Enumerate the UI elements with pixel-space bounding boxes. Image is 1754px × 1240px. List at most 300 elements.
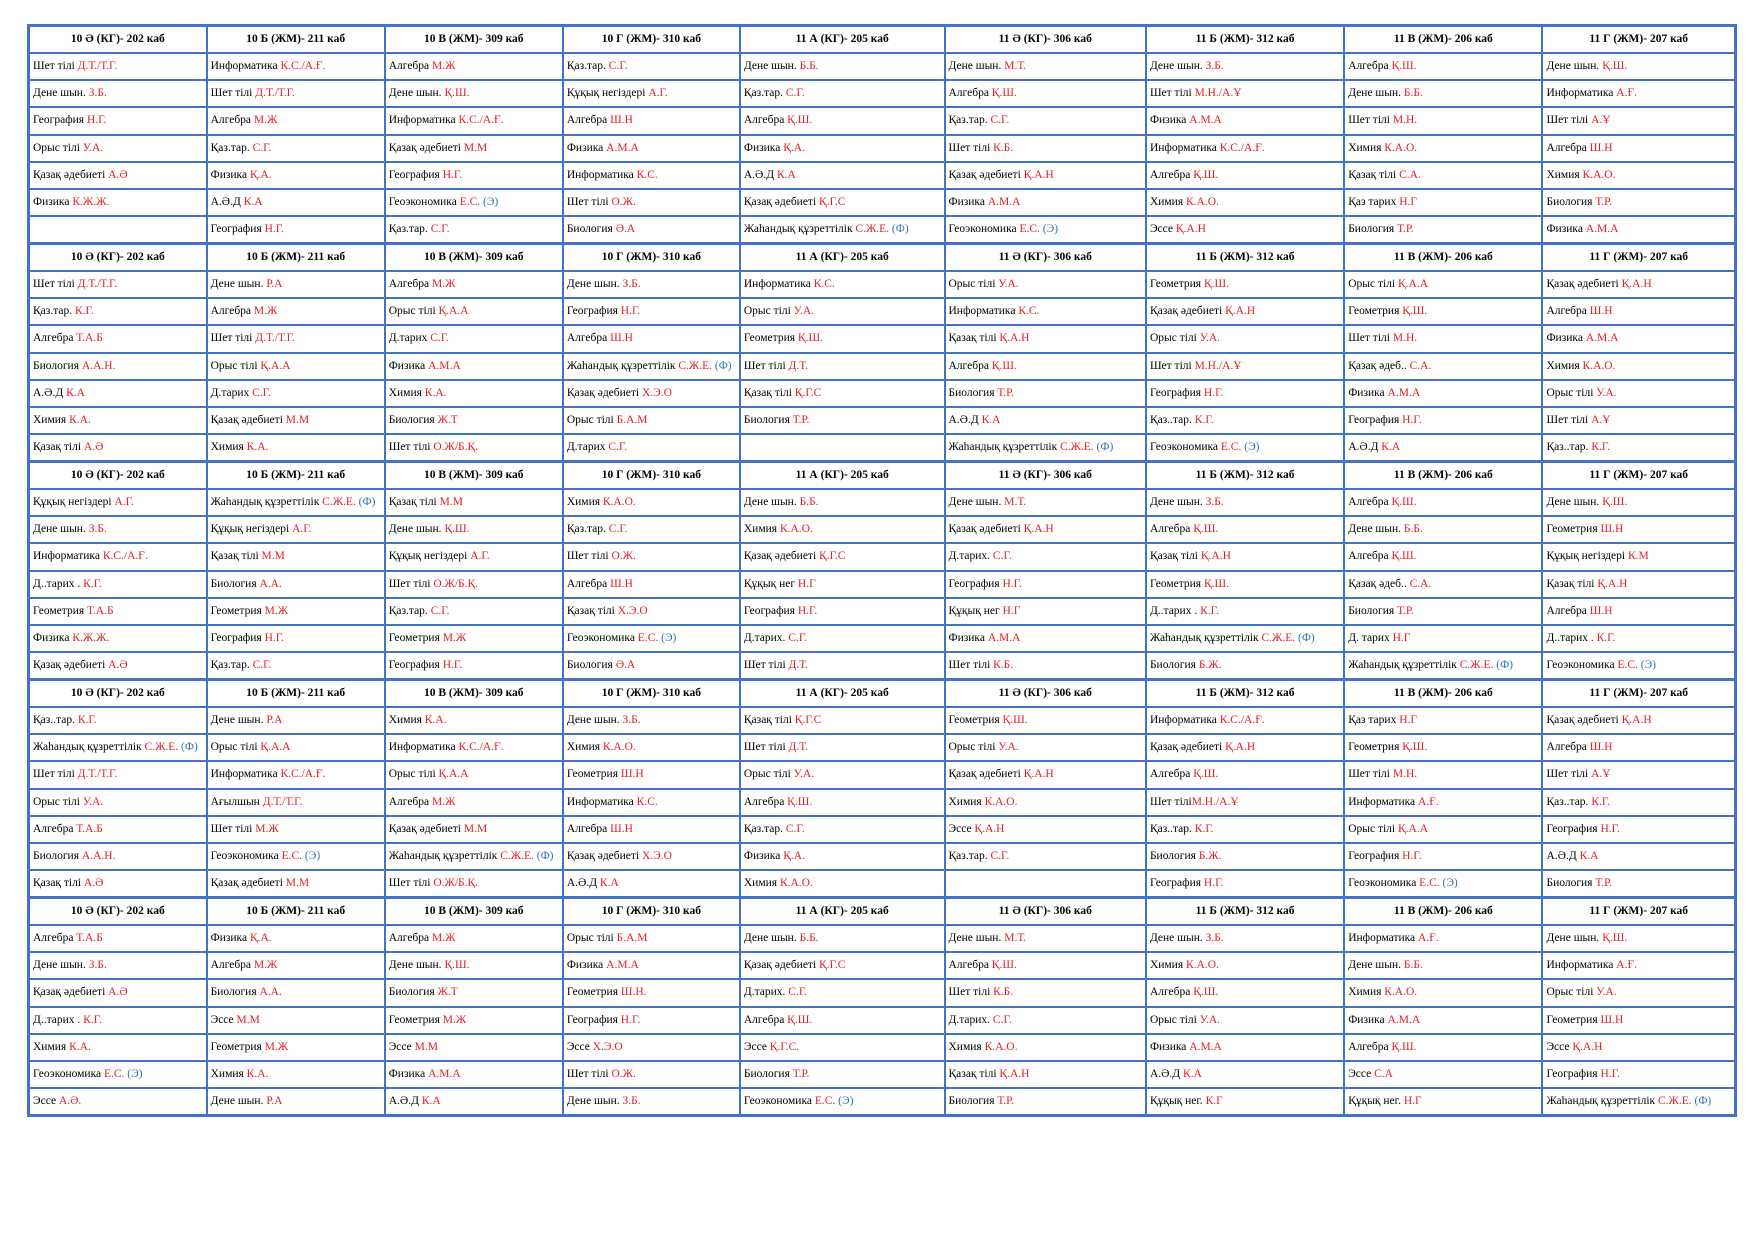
subject-name: Физика — [1348, 386, 1388, 399]
subject-name: Қаз..тар. — [1149, 822, 1195, 835]
group-suffix: (Ф) — [1093, 440, 1114, 453]
subject-name: А.Ә.Д — [33, 386, 67, 399]
teacher-initials: А.М.А — [1585, 222, 1619, 235]
subject-name: Шет тілі — [388, 440, 434, 453]
lesson-cell — [1146, 707, 1344, 734]
lesson-cell — [945, 598, 1146, 625]
teacher-initials: Н.Г. — [264, 222, 284, 235]
lesson-cell — [29, 189, 207, 216]
lesson-cell — [29, 162, 207, 189]
subject-name: Қазақ әдебиеті — [743, 550, 820, 563]
lesson-cell — [207, 625, 385, 652]
teacher-initials: М.Ж — [264, 604, 289, 617]
subject-name: Д..тарих . — [1149, 604, 1201, 617]
teacher-initials: М.Т. — [1004, 60, 1027, 73]
teacher-initials: Қ.А.Н — [1023, 768, 1054, 781]
lesson-cell — [1542, 489, 1735, 516]
lesson-cell — [945, 625, 1146, 652]
teacher-initials: К.С. — [636, 168, 658, 181]
teacher-initials: Қ.Ш. — [787, 795, 813, 808]
teacher-initials: Қ.А.А — [1398, 278, 1429, 291]
teacher-initials: Н.Г. — [1600, 822, 1620, 835]
subject-name: Алгебра — [743, 114, 788, 127]
lesson-cell — [1542, 761, 1735, 788]
teacher-initials: Б.Б. — [1403, 959, 1423, 972]
lesson-cell — [1146, 516, 1344, 543]
lesson-cell — [1344, 952, 1542, 979]
subject-name: Геометрия — [566, 986, 621, 999]
lesson-cell — [207, 598, 385, 625]
teacher-initials: Б.Б. — [799, 932, 819, 945]
subject-name: Шет тілі — [210, 822, 256, 835]
teacher-initials: А.М.А — [987, 631, 1021, 644]
lesson-cell — [945, 1034, 1146, 1061]
subject-name: Биология — [1348, 222, 1398, 235]
subject-name: Алгебра — [1546, 604, 1590, 617]
subject-name: Химия — [743, 523, 780, 536]
teacher-initials: Н.Г. — [1203, 386, 1224, 399]
lesson-row — [29, 135, 1736, 162]
subject-name: Химия — [210, 1067, 247, 1080]
lesson-cell — [1542, 952, 1735, 979]
lesson-cell — [1146, 53, 1344, 80]
group-suffix: (Э) — [835, 1094, 854, 1107]
lesson-cell — [1542, 707, 1735, 734]
class-header-cell: 10 Г (ЖМ)- 310 каб — [563, 26, 740, 54]
subject-name: Орыс тілі — [743, 768, 794, 781]
subject-name: Дене шын. — [1149, 60, 1206, 73]
lesson-cell — [29, 298, 207, 325]
subject-name: Алгебра — [33, 822, 77, 835]
lesson-cell — [740, 353, 945, 380]
lesson-cell — [563, 407, 740, 434]
group-suffix: (Ф) — [533, 849, 554, 862]
lesson-cell — [1344, 135, 1542, 162]
group-suffix: (Ф) — [1493, 658, 1513, 671]
subject-name: Эссе — [1149, 222, 1176, 235]
teacher-initials: Е.С. — [103, 1067, 125, 1080]
teacher-initials: Қ.Ш. — [797, 332, 823, 345]
teacher-initials: А.Г. — [648, 87, 668, 100]
teacher-initials: А.Ә — [83, 440, 104, 453]
teacher-initials: Қ.А.Н — [1200, 550, 1231, 563]
subject-name: Қазақ әдебиеті — [743, 959, 820, 972]
teacher-initials: К.Г. — [1591, 440, 1611, 453]
lesson-cell — [945, 925, 1146, 952]
subject-name: Дене шын. — [388, 523, 445, 536]
teacher-initials: Қ.Ш. — [1193, 986, 1219, 999]
lesson-cell — [1146, 135, 1344, 162]
lesson-cell — [563, 816, 740, 843]
class-header-cell: 11 Б (ЖМ)- 312 каб — [1146, 898, 1344, 926]
subject-name: Д.тарих — [210, 386, 253, 399]
lesson-cell — [563, 353, 740, 380]
lesson-cell — [1344, 761, 1542, 788]
lesson-cell — [385, 979, 563, 1006]
subject-name: Химия — [33, 413, 70, 426]
class-header-cell: 11 В (ЖМ)- 206 каб — [1344, 244, 1542, 272]
subject-name: Қазақ әдебиеті — [210, 413, 286, 426]
subject-name: Биология — [1546, 876, 1596, 889]
teacher-initials: М.М — [236, 1013, 260, 1026]
teacher-initials: А.Ұ — [1591, 114, 1611, 127]
subject-name: Орыс тілі — [210, 359, 261, 372]
lesson-cell — [385, 107, 563, 134]
teacher-initials: З.Б. — [622, 714, 641, 727]
subject-name: Шет тілі — [33, 278, 78, 291]
teacher-initials: А.Г. — [114, 496, 134, 509]
subject-name: Шет тілі — [210, 87, 256, 100]
lesson-cell — [385, 598, 563, 625]
lesson-cell — [945, 1007, 1146, 1034]
lesson-cell — [740, 325, 945, 352]
teacher-initials: У.А. — [82, 795, 104, 808]
teacher-initials: М.Ж — [432, 278, 456, 291]
teacher-initials: З.Б. — [1205, 932, 1224, 945]
lesson-cell — [207, 271, 385, 298]
lesson-cell — [1542, 271, 1735, 298]
subject-name: Шет тілі — [1149, 795, 1192, 808]
subject-name: Қазақ әдебиеті — [948, 168, 1024, 181]
subject-name: Алгебра — [566, 577, 611, 590]
group-suffix: (Э) — [124, 1067, 143, 1080]
teacher-initials: Қ.Г.С — [819, 959, 846, 972]
subject-name: Физика — [210, 168, 250, 181]
class-header-cell: 11 Б (ЖМ)- 312 каб — [1146, 244, 1344, 272]
subject-name: Геоэкономика — [210, 849, 282, 862]
class-header-cell: 10 Ә (КГ)- 202 каб — [29, 680, 207, 708]
lesson-cell — [563, 789, 740, 816]
lesson-cell — [207, 543, 385, 570]
lesson-cell — [207, 135, 385, 162]
teacher-initials: Р.А — [266, 1094, 283, 1107]
lesson-cell — [207, 816, 385, 843]
subject-name: А.Ә.Д — [210, 195, 244, 208]
lesson-cell — [385, 761, 563, 788]
teacher-initials: Е.С. — [637, 631, 659, 644]
lesson-cell — [207, 571, 385, 598]
teacher-initials: С.Г. — [785, 822, 805, 835]
teacher-initials: Қ.Ш. — [1193, 523, 1219, 536]
teacher-initials: М.Н. — [1392, 332, 1418, 345]
lesson-row — [29, 979, 1736, 1006]
subject-name: Физика — [1546, 222, 1586, 235]
teacher-initials: Н.Г. — [442, 168, 463, 181]
lesson-cell — [1344, 162, 1542, 189]
group-suffix: (Ф) — [712, 359, 732, 372]
teacher-initials: Ш.Н — [1589, 604, 1613, 617]
teacher-initials: У.А. — [1596, 986, 1617, 999]
teacher-initials: У.А. — [82, 141, 104, 154]
subject-name: Құқық нег — [948, 604, 1003, 617]
teacher-initials: Б.Ж. — [1198, 658, 1222, 671]
teacher-initials: К.С./А.Ғ. — [1219, 714, 1265, 727]
teacher-initials: С.Ж.Е. — [1261, 631, 1296, 644]
subject-name: Қаз.тар. — [210, 141, 253, 154]
class-header-cell: 10 Б (ЖМ)- 211 каб — [207, 26, 385, 54]
teacher-initials: Қ.Ш. — [1203, 278, 1229, 291]
lesson-cell — [740, 925, 945, 952]
teacher-initials: К.С. — [813, 278, 835, 291]
lesson-row — [29, 870, 1736, 898]
subject-name: Дене шын. — [1348, 87, 1404, 100]
class-header-cell: 11 Ә (КГ)- 306 каб — [945, 898, 1146, 926]
lesson-cell — [1542, 216, 1735, 244]
teacher-initials: М.М — [285, 876, 310, 889]
lesson-cell — [1344, 816, 1542, 843]
lesson-row — [29, 107, 1736, 134]
subject-name: Химия — [388, 714, 425, 727]
lesson-cell — [1542, 407, 1735, 434]
subject-name: Геометрия — [743, 332, 798, 345]
lesson-cell — [385, 380, 563, 407]
subject-name: Қазақ әдебиеті — [743, 195, 820, 208]
teacher-initials: Н.Г. — [264, 631, 284, 644]
subject-name: Информатика — [1348, 795, 1419, 808]
subject-name: Биология — [743, 1067, 793, 1080]
lesson-cell — [740, 407, 945, 434]
subject-name: Орыс тілі — [388, 305, 439, 318]
teacher-initials: С.А. — [1399, 168, 1421, 181]
class-header-cell: 11 В (ЖМ)- 206 каб — [1344, 680, 1542, 708]
lesson-cell — [207, 1061, 385, 1088]
subject-name: Қазақ тілі — [743, 714, 795, 727]
teacher-initials: С.Г. — [785, 87, 805, 100]
teacher-initials: О.Ж/Б.Қ. — [433, 577, 479, 590]
lesson-cell — [385, 625, 563, 652]
lesson-cell — [945, 107, 1146, 134]
subject-name: Геометрия — [33, 604, 88, 617]
subject-name: Геометрия — [1149, 577, 1204, 590]
subject-name: Дене шын. — [566, 714, 623, 727]
subject-name: Биология — [33, 359, 82, 372]
subject-name: Химия — [33, 1040, 70, 1053]
subject-name: Құқық негіздері — [388, 550, 471, 563]
teacher-initials: К.С. — [1018, 305, 1040, 318]
lesson-cell — [563, 734, 740, 761]
lesson-cell — [29, 53, 207, 80]
lesson-cell — [1344, 1088, 1542, 1116]
subject-name: Биология — [1149, 658, 1199, 671]
lesson-cell — [385, 353, 563, 380]
class-header-cell: 11 В (ЖМ)- 206 каб — [1344, 462, 1542, 490]
teacher-initials: З.Б. — [1205, 496, 1224, 509]
lesson-cell — [29, 707, 207, 734]
lesson-cell — [1344, 489, 1542, 516]
lesson-cell — [1542, 107, 1735, 134]
subject-name: Шет тілі — [743, 658, 789, 671]
lesson-cell — [207, 434, 385, 462]
subject-name: Орыс тілі — [1348, 822, 1398, 835]
lesson-cell — [563, 325, 740, 352]
teacher-initials: А.Ә — [83, 876, 104, 889]
subject-name: Жаһандық құзреттілік — [566, 359, 679, 372]
lesson-cell — [1344, 543, 1542, 570]
subject-name: Қаз тарих — [1348, 195, 1400, 208]
teacher-initials: К.А — [1579, 849, 1599, 862]
teacher-initials: М.М — [463, 822, 488, 835]
teacher-initials: К.Б. — [993, 986, 1014, 999]
teacher-initials: С.Г. — [430, 604, 450, 617]
class-header-cell: 11 Ә (КГ)- 306 каб — [945, 462, 1146, 490]
teacher-initials: Қ.Ш. — [444, 87, 470, 100]
lesson-cell — [563, 952, 740, 979]
teacher-initials: С.Г. — [430, 222, 450, 235]
lesson-cell — [740, 53, 945, 80]
subject-name: Орыс тілі — [1546, 986, 1597, 999]
teacher-initials: К.А — [421, 1094, 441, 1107]
subject-name: Физика — [1149, 114, 1190, 127]
teacher-initials: Қ.А.Н — [1572, 1040, 1603, 1053]
subject-name: Алгебра — [1546, 141, 1590, 154]
subject-name: Жаһандық құзреттілік — [1348, 658, 1460, 671]
lesson-cell — [1542, 652, 1735, 680]
teacher-initials: Н.Г — [1399, 714, 1418, 727]
lesson-cell — [29, 407, 207, 434]
lesson-cell — [29, 80, 207, 107]
subject-name: Геоэкономика — [743, 1094, 815, 1107]
subject-name: Дене шын. — [1149, 496, 1206, 509]
lesson-cell — [207, 325, 385, 352]
class-header-cell: 10 Б (ЖМ)- 211 каб — [207, 898, 385, 926]
teacher-initials: О.Ж. — [611, 1067, 636, 1080]
lesson-cell — [1146, 979, 1344, 1006]
subject-name: Геометрия — [566, 768, 621, 781]
teacher-initials: С.А. — [1409, 577, 1432, 590]
lesson-cell — [385, 162, 563, 189]
teacher-initials: Т.Р. — [997, 1094, 1014, 1107]
subject-name: География — [566, 1013, 621, 1026]
lesson-cell — [945, 761, 1146, 788]
lesson-cell — [207, 353, 385, 380]
lesson-cell — [1146, 571, 1344, 598]
lesson-row — [29, 407, 1736, 434]
teacher-initials: Т.Р. — [1397, 604, 1414, 617]
teacher-initials: К.А — [981, 413, 1001, 426]
teacher-initials: С.Г. — [992, 550, 1012, 563]
subject-name: Информатика — [388, 741, 459, 754]
subject-name: География — [33, 114, 87, 127]
teacher-initials: К.А — [243, 195, 263, 208]
lesson-cell — [1146, 216, 1344, 244]
subject-name: Қаз.тар. — [566, 60, 609, 73]
lesson-cell — [207, 53, 385, 80]
subject-name: Шет тілі — [1546, 114, 1592, 127]
day-header-row — [29, 26, 1736, 54]
lesson-cell — [945, 407, 1146, 434]
teacher-initials: К.А — [776, 168, 796, 181]
subject-name: Құқық негіздері — [566, 87, 649, 100]
lesson-cell — [385, 80, 563, 107]
subject-name: Геоэкономика — [566, 631, 638, 644]
subject-name: Геометрия — [388, 1013, 443, 1026]
teacher-initials: Д.Т./Т.Г. — [77, 60, 118, 73]
teacher-initials: Қ.Г.С. — [769, 1040, 800, 1053]
lesson-cell — [1542, 979, 1735, 1006]
subject-name: Дене шын. — [1348, 523, 1404, 536]
teacher-initials: К.С./А.Ғ. — [280, 768, 326, 781]
lesson-cell — [385, 271, 563, 298]
teacher-initials: Қ.Ш. — [1391, 550, 1417, 563]
subject-name: Орыс тілі — [210, 741, 261, 754]
lesson-cell — [1542, 870, 1735, 898]
subject-name: Химия — [1348, 141, 1385, 154]
lesson-cell — [207, 162, 385, 189]
subject-name: Дене шын. — [948, 496, 1005, 509]
teacher-initials: Т.Р. — [1397, 222, 1414, 235]
lesson-cell — [29, 1007, 207, 1034]
lesson-cell — [563, 870, 740, 898]
teacher-initials: М.Ж — [253, 114, 278, 127]
teacher-initials: Н.Г — [1002, 604, 1021, 617]
teacher-initials: А.Г. — [292, 523, 312, 536]
class-header-cell: 11 Ә (КГ)- 306 каб — [945, 244, 1146, 272]
lesson-cell — [740, 543, 945, 570]
lesson-cell — [1344, 598, 1542, 625]
subject-name: Д.тарих. — [743, 631, 789, 644]
lesson-cell — [563, 107, 740, 134]
lesson-cell — [945, 353, 1146, 380]
teacher-initials: Қ.Ш. — [1402, 305, 1428, 318]
lesson-cell — [385, 1034, 563, 1061]
subject-name: Алгебра — [948, 359, 992, 372]
subject-name: Геоэкономика — [33, 1067, 104, 1080]
teacher-initials: С.Г. — [990, 849, 1010, 862]
subject-name: Дене шын. — [210, 714, 267, 727]
teacher-initials: К.С./А.Ғ. — [102, 550, 148, 563]
teacher-initials: О.Ж/Б.Қ. — [433, 440, 479, 453]
subject-name: Қазақ әдебиеті — [388, 141, 464, 154]
lesson-cell — [1344, 53, 1542, 80]
subject-name: Алгебра — [33, 932, 77, 945]
teacher-initials: Е.С. — [1220, 440, 1242, 453]
lesson-cell — [1344, 107, 1542, 134]
teacher-initials: К.С. — [636, 795, 658, 808]
lesson-cell — [563, 625, 740, 652]
lesson-cell — [207, 407, 385, 434]
lesson-cell — [207, 107, 385, 134]
teacher-initials: К.А.О. — [1384, 141, 1418, 154]
teacher-initials: С.Ж.Е. — [144, 741, 179, 754]
lesson-cell — [1146, 325, 1344, 352]
subject-name: География — [388, 658, 443, 671]
teacher-initials: Қ.Ш. — [991, 359, 1017, 372]
lesson-cell — [385, 789, 563, 816]
teacher-initials: К.А.О. — [1186, 959, 1219, 972]
teacher-initials: М.Ж — [432, 795, 456, 808]
lesson-cell — [945, 216, 1146, 244]
day-header-row — [29, 244, 1736, 272]
subject-name: Жаһандық құзреттілік — [210, 496, 323, 509]
lesson-cell — [945, 707, 1146, 734]
teacher-initials: Ш.Н — [610, 114, 633, 127]
subject-name: Физика — [743, 849, 784, 862]
teacher-initials: Т.Р. — [1595, 876, 1612, 889]
subject-name: Шет тілі — [743, 741, 789, 754]
lesson-cell — [1344, 407, 1542, 434]
teacher-initials: Қ.А.Н — [1621, 278, 1652, 291]
subject-name: Шет тілі — [210, 332, 256, 345]
teacher-initials: Ш.Н — [1589, 141, 1613, 154]
teacher-initials: К.А. — [424, 714, 447, 727]
lesson-cell — [1344, 979, 1542, 1006]
lesson-cell — [29, 271, 207, 298]
lesson-cell — [29, 816, 207, 843]
teacher-initials: Қ.А.Н — [1225, 741, 1256, 754]
lesson-row — [29, 652, 1736, 680]
lesson-cell — [385, 816, 563, 843]
subject-name: Алгебра — [1546, 741, 1590, 754]
